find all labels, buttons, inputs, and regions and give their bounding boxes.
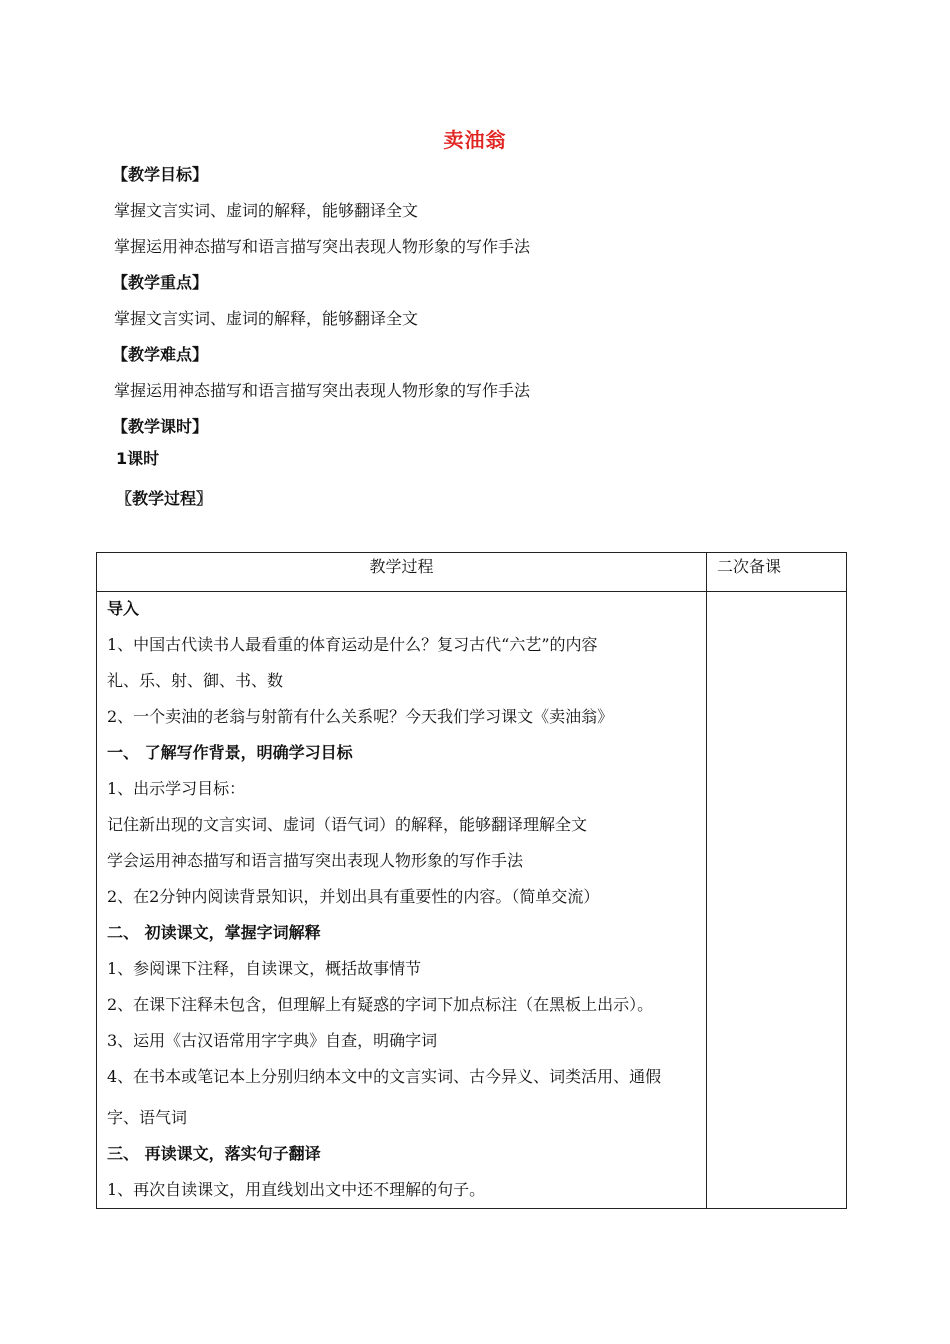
table-row: 1、出示学习目标： [107, 779, 246, 798]
section-heading-class-hours: 【教学课时】 [112, 417, 209, 436]
table-row: 字、语气词 [107, 1108, 188, 1127]
table-row: 4、在书本或笔记本上分别归纳本文中的文言实词、古今异义、词类活用、通假 [107, 1067, 662, 1086]
table-row: 2、一个卖油的老翁与射箭有什么关系呢？今天我们学习课文《卖油翁》 [107, 707, 614, 726]
table-row: 2、在课下注释未包含，但理解上有疑惑的字词下加点标注（在黑板上出示）。 [107, 995, 654, 1014]
process-content-cell [97, 592, 707, 1209]
section-heading-key-points: 【教学重点】 [112, 273, 209, 292]
table-header-process: 教学过程 [97, 553, 707, 592]
table-row: 导入 [107, 599, 140, 618]
table-row: 礼、乐、射、御、书、数 [107, 671, 284, 690]
section-heading-difficulties: 【教学难点】 [112, 345, 209, 364]
section-heading-objectives: 【教学目标】 [112, 165, 209, 184]
table-row: 2、在2分钟内阅读背景知识，并划出具有重要性的内容。（简单交流） [107, 887, 600, 906]
objective-text-2: 掌握运用神态描写和语言描写突出表现人物形象的写作手法 [114, 237, 531, 256]
table-row: 3、运用《古汉语常用字字典》自查，明确字词 [107, 1031, 438, 1050]
table-header-second-prep: 二次备课 [707, 553, 847, 592]
teaching-process-table [96, 552, 847, 1209]
table-row: 学会运用神态描写和语言描写突出表现人物形象的写作手法 [107, 851, 524, 870]
table-row: 记住新出现的文言实词、虚词（语气词）的解释，能够翻译理解全文 [107, 815, 588, 834]
objective-text-1: 掌握文言实词、虚词的解释，能够翻译全文 [114, 201, 419, 220]
key-point-text: 掌握文言实词、虚词的解释，能够翻译全文 [114, 309, 419, 328]
section-heading-process: 〖教学过程〗 [116, 489, 213, 508]
table-row: 1、再次自读课文，用直线划出文中还不理解的句子。 [107, 1180, 486, 1199]
second-prep-cell[interactable] [707, 592, 847, 1209]
table-row: 1、中国古代读书人最看重的体育运动是什么？复习古代“六艺”的内容 [107, 635, 598, 654]
table-row: 1、参阅课下注释，自读课文，概括故事情节 [107, 959, 422, 978]
table-row: 二、 初读课文，掌握字词解释 [107, 923, 321, 942]
class-hours-value: 1课时 [116, 449, 160, 468]
document-title: 卖油翁 [443, 128, 507, 152]
table-row: 三、 再读课文，落实句子翻译 [107, 1144, 321, 1163]
table-row: 一、 了解写作背景，明确学习目标 [107, 743, 353, 762]
difficulty-text: 掌握运用神态描写和语言描写突出表现人物形象的写作手法 [114, 381, 531, 400]
